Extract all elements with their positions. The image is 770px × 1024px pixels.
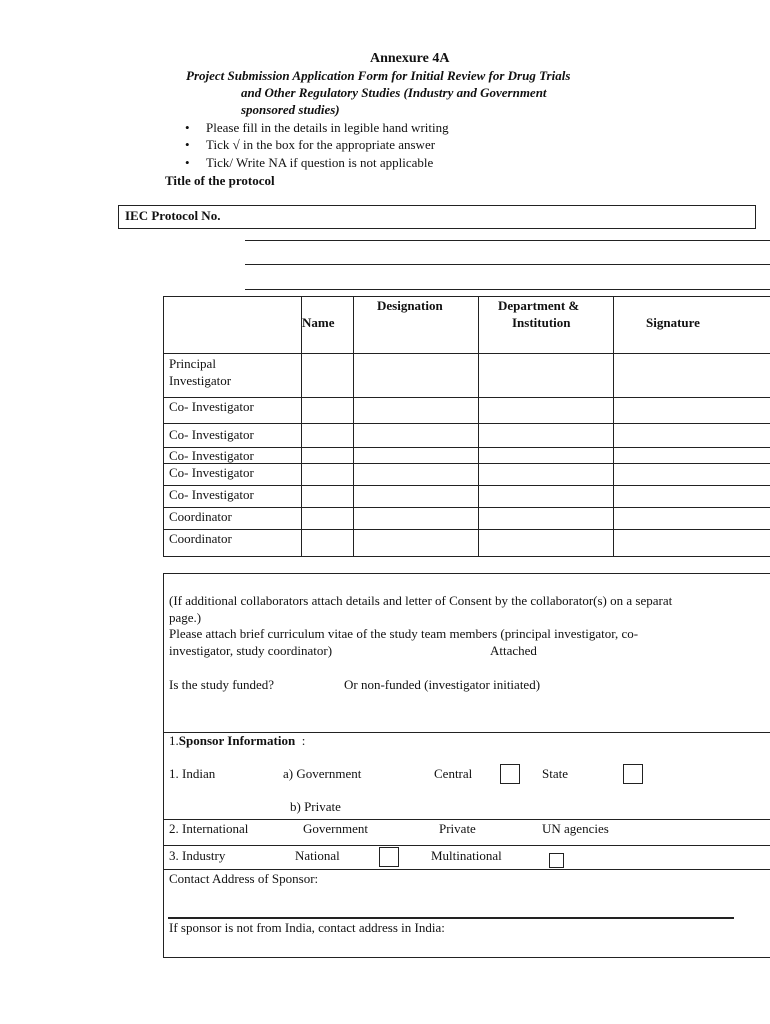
sponsor-contact-address-label: Contact Address of Sponsor:: [169, 871, 319, 886]
col-header-department: Department &: [498, 298, 580, 313]
sponsor-state-label: State: [542, 766, 568, 781]
protocol-title-label: Title of the protocol: [165, 173, 275, 188]
sponsor-private: b) Private: [290, 799, 341, 814]
sponsor-heading-colon: :: [301, 733, 306, 748]
funded-question: Is the study funded?: [169, 677, 275, 692]
sponsor-indian: 1. Indian: [169, 766, 216, 781]
industry-national-label: National: [295, 848, 340, 863]
col-header-institution: Institution: [512, 315, 571, 330]
role-co-investigator: Co- Investigator: [169, 448, 254, 463]
role-co-investigator: Co- Investigator: [169, 427, 254, 442]
role-co-investigator: Co- Investigator: [169, 487, 254, 502]
bullet-icon: •: [185, 120, 190, 135]
sponsor-heading-text: Sponsor Information: [178, 733, 296, 748]
role-principal-investigator: Principal Investigator: [169, 356, 232, 388]
sponsor-central-label: Central: [434, 766, 473, 781]
title-write-line[interactable]: [245, 240, 770, 241]
iec-protocol-field[interactable]: [118, 205, 756, 229]
sponsor-heading-number: 1.: [169, 733, 179, 748]
sponsor-government: a) Government: [283, 766, 362, 781]
cv-instruction: Please attach brief curriculum vitae of the study team members (principal investigator, co-: [169, 626, 639, 641]
sponsor-india-address-label: If sponsor is not from India, contact address in India:: [169, 920, 445, 935]
collaborators-note: (If additional collaborators attach details and letter of Consent by the collaborator(s) on a separat: [169, 593, 673, 608]
col-header-designation: Designation: [377, 298, 443, 313]
cv-instruction-cont: investigator, study coordinator): [169, 643, 333, 658]
sponsor-international: 2. International: [169, 821, 249, 836]
form-title-line2: and Other Regulatory Studies (Industry and Government: [241, 85, 547, 100]
industry-multinational-label: Multinational: [431, 848, 502, 863]
multinational-checkbox[interactable]: [549, 853, 564, 868]
central-checkbox[interactable]: [500, 764, 520, 784]
instruction-item: Tick/ Write NA if question is not applicable: [206, 155, 434, 170]
national-checkbox[interactable]: [379, 847, 399, 867]
international-government[interactable]: Government: [303, 821, 368, 836]
form-title-line3: sponsored studies): [241, 102, 340, 117]
collaborators-note-cont: page.): [169, 610, 202, 625]
col-header-signature: Signature: [646, 315, 700, 330]
instruction-item: Tick √ in the box for the appropriate answer: [206, 137, 436, 152]
instruction-item: Please fill in the details in legible hand writing: [206, 120, 449, 135]
title-write-line[interactable]: [245, 264, 770, 265]
role-coordinator: Coordinator: [169, 509, 232, 524]
role-coordinator: Coordinator: [169, 531, 232, 546]
un-agencies[interactable]: UN agencies: [542, 821, 609, 836]
bullet-icon: •: [185, 155, 190, 170]
sponsor-industry: 3. Industry: [169, 848, 226, 863]
col-header-name: Name: [302, 315, 335, 330]
title-write-line[interactable]: [245, 289, 770, 290]
attached-option[interactable]: Attached: [490, 643, 537, 658]
annexure-label: Annexure 4A: [370, 51, 450, 66]
role-co-investigator: Co- Investigator: [169, 399, 254, 414]
iec-protocol-label: IEC Protocol No.: [125, 208, 221, 223]
state-checkbox[interactable]: [623, 764, 643, 784]
form-title-line1: Project Submission Application Form for Initial Review for Drug Trials: [186, 68, 571, 83]
bullet-icon: •: [185, 137, 190, 152]
role-co-investigator: Co- Investigator: [169, 465, 254, 480]
international-private[interactable]: Private: [439, 821, 476, 836]
nonfunded-option[interactable]: Or non-funded (investigator initiated): [344, 677, 541, 692]
sponsor-heading: [169, 733, 305, 749]
